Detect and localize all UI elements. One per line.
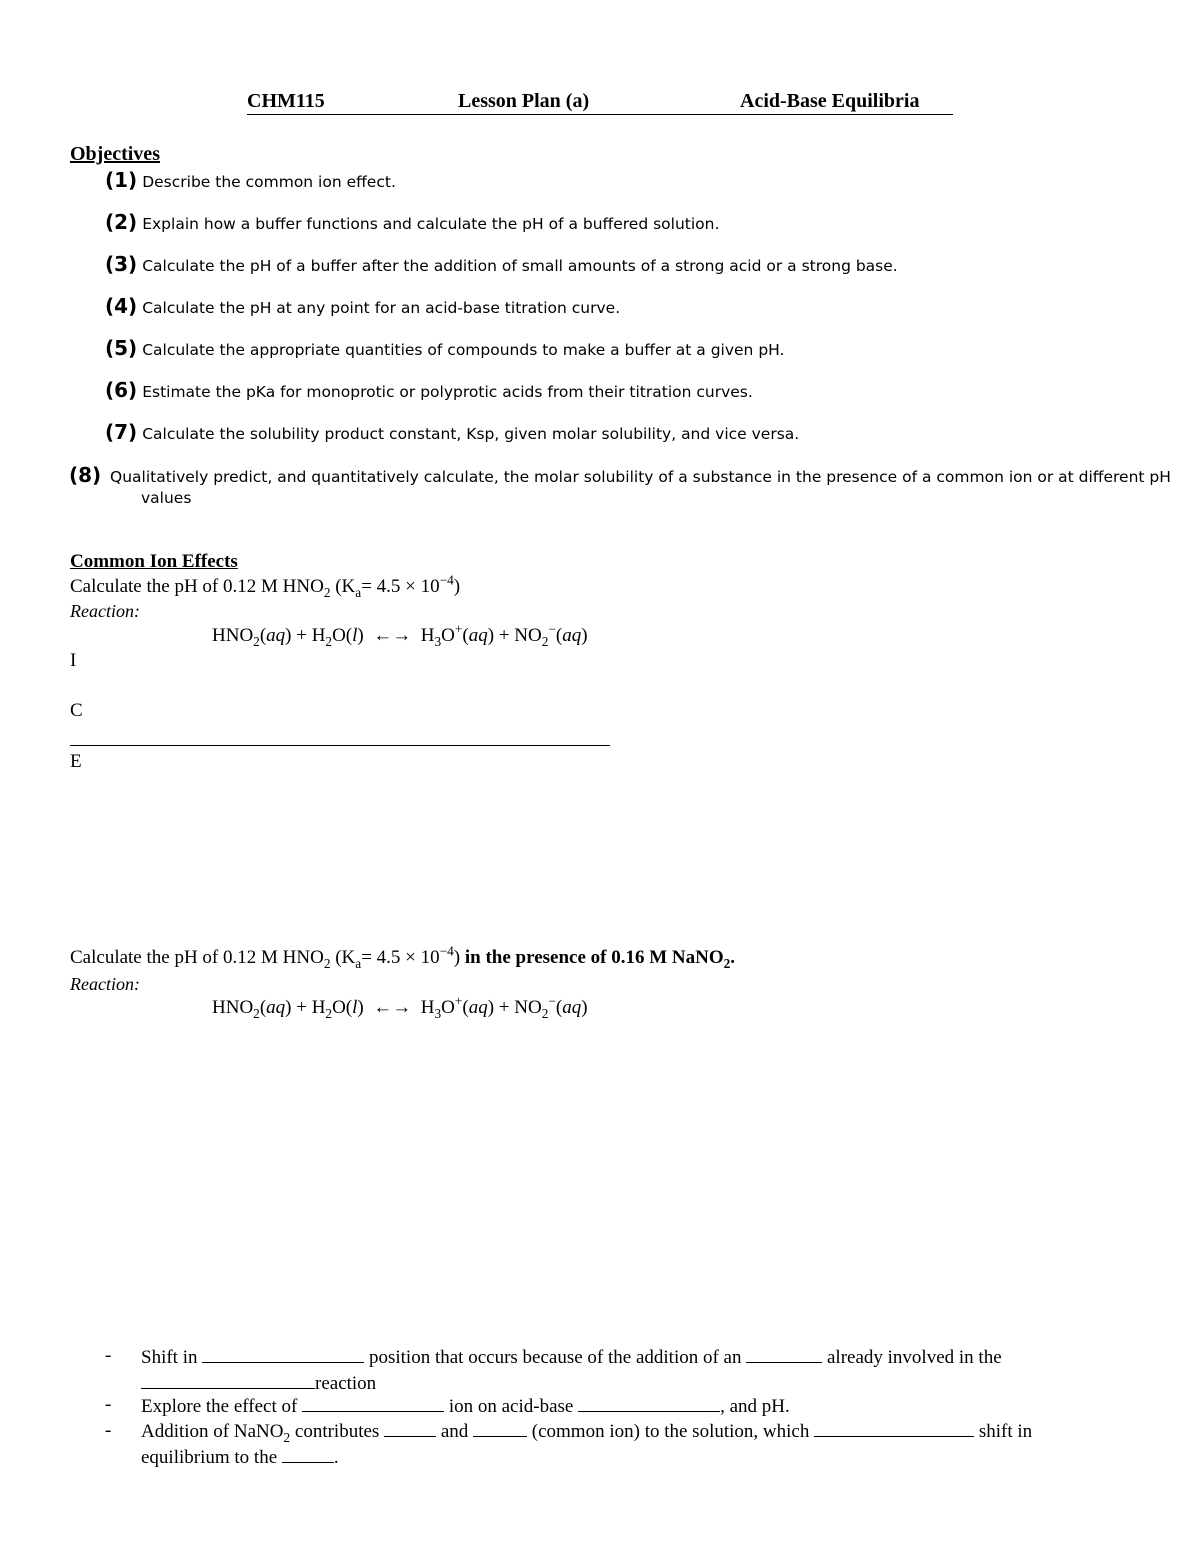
blank-line [384, 1418, 436, 1437]
bullet-text: reaction [315, 1373, 377, 1394]
blank-line [814, 1418, 974, 1437]
reaction-equation-1: $HNO_2(aq) + H_2O(l)$ ←→ $H_3O^+(aq) + NO_2^-(aq)$ [212, 621, 588, 649]
objective-text: Describe the common ion effect. [142, 173, 396, 191]
reaction-label-2: Reaction: [70, 974, 140, 994]
blank-line [141, 1370, 315, 1389]
problem-1-statement: Calculate the pH of 0.12 M $HNO_2$ $(K_a= 4.5 \times 10^{-4})$ [70, 572, 461, 600]
problem-2-statement: Calculate the pH of 0.12 M $HNO_2$ $(K_a= 4.5 \times 10^{-4})$ in the presence of 0.16 M NaNO$_2$. [70, 943, 736, 971]
ice-equilibrium-label: E [70, 751, 82, 772]
lesson-plan-title: Lesson Plan (a) [458, 90, 590, 112]
bullet-text: already involved in the [827, 1347, 1002, 1368]
objective-7 [105, 422, 1135, 445]
objective-number: (1) [105, 168, 138, 192]
bullet-text: . [333, 1447, 339, 1468]
ka-exponent: −4 [439, 572, 454, 588]
topic-title: Acid-Base Equilibria [740, 90, 920, 112]
ice-change-label: C [70, 700, 83, 721]
ice-table-divider [70, 745, 610, 746]
objective-number: (7) [105, 420, 138, 444]
bullet-text: ion on acid-base [448, 1396, 574, 1417]
ka-value: = 4.5 × 10 [361, 576, 440, 597]
bullet-dash: - [105, 1420, 112, 1441]
close-paren: ) [453, 947, 461, 968]
bullet-text: Shift in [141, 1347, 198, 1368]
bullet-text: contributes [290, 1421, 380, 1442]
bullet-text: (common ion) to the solution, which [531, 1421, 810, 1442]
blank-line [302, 1393, 444, 1412]
ka-subscript: a [355, 584, 362, 600]
objective-number: (2) [105, 210, 138, 234]
ka-exponent: −4 [439, 943, 454, 959]
bullet-text: Addition of NaNO [141, 1421, 284, 1442]
objective-text: Calculate the solubility product constant, Ksp, given molar solubility, and vice versa. [142, 425, 800, 443]
objective-4 [105, 296, 1135, 319]
bullet-text: Explore the effect of [141, 1396, 298, 1417]
objective-number: (3) [105, 252, 138, 276]
problem-text: Calculate the pH of 0.12 M HNO [70, 576, 324, 597]
bullet-dash: - [105, 1394, 112, 1415]
objective-text: Calculate the pH at any point for an acid-base titration curve. [142, 299, 621, 317]
bullet-1 [141, 1344, 1131, 1396]
reaction-label-1: Reaction: [70, 601, 140, 621]
ka-label: (K [330, 947, 356, 968]
objective-text: Calculate the appropriate quantities of compounds to make a buffer at a given pH. [142, 341, 785, 359]
objective-number: (5) [105, 336, 138, 360]
bullet-dash: - [105, 1345, 112, 1366]
bullet-text: shift in [978, 1421, 1033, 1442]
reaction-equation-2: $HNO_2(aq) + H_2O(l)$ ←→ $H_3O^+(aq) + NO_2^-(aq)$ [212, 993, 588, 1021]
objectives-heading: Objectives [70, 143, 160, 165]
bullet-text: , and pH. [720, 1396, 790, 1417]
ka-value: = 4.5 × 10 [361, 947, 440, 968]
document-header [247, 90, 953, 115]
problem-text: Calculate the pH of 0.12 M HNO [70, 947, 324, 968]
objective-number: (6) [105, 378, 138, 402]
blank-line [746, 1344, 822, 1363]
bullet-text: equilibrium to the [141, 1447, 278, 1468]
objective-8: (8) Qualitatively predict, and quantitatively calculate, the molar solubility of a substance in the presence of a common ion or at different pH values [69, 463, 1171, 507]
objective-text: Explain how a buffer functions and calculate the pH of a buffered solution. [142, 215, 720, 233]
period: . [730, 947, 736, 968]
ka-subscript: a [355, 955, 362, 971]
ice-initial-label: I [70, 650, 77, 671]
blank-line [202, 1344, 364, 1363]
course-code: CHM115 [247, 90, 325, 112]
objective-text: Qualitatively predict, and quantitatively calculate, the molar solubility of a substance in the presence of a common ion or at different pH values [110, 468, 1171, 507]
objective-1 [105, 170, 1135, 193]
objective-6 [105, 380, 1135, 403]
blank-line [578, 1393, 720, 1412]
blank-line [473, 1418, 527, 1437]
objective-text: Estimate the pKa for monoprotic or polyprotic acids from their titration curves. [142, 383, 753, 401]
objective-text: Calculate the pH of a buffer after the addition of small amounts of a strong acid or a strong base. [142, 257, 898, 275]
objective-2 [105, 212, 1135, 235]
close-paren: ) [453, 576, 461, 597]
bullet-text: position that occurs because of the addition of an [368, 1347, 742, 1368]
common-ion-condition: in the presence of 0.16 M NaNO [460, 947, 724, 968]
blank-line [282, 1444, 334, 1463]
objective-3 [105, 254, 1135, 277]
objective-5 [105, 338, 1135, 361]
bullet-2 [141, 1393, 1131, 1419]
common-ion-heading: Common Ion Effects [70, 551, 238, 572]
bullet-text: and [440, 1421, 469, 1442]
ka-label: (K [330, 576, 356, 597]
bullet-3: Addition of NaNO$_2$ contributes and (common ion) to the solution, which shift in equilibrium to the . [141, 1418, 1131, 1470]
objective-number: (4) [105, 294, 138, 318]
